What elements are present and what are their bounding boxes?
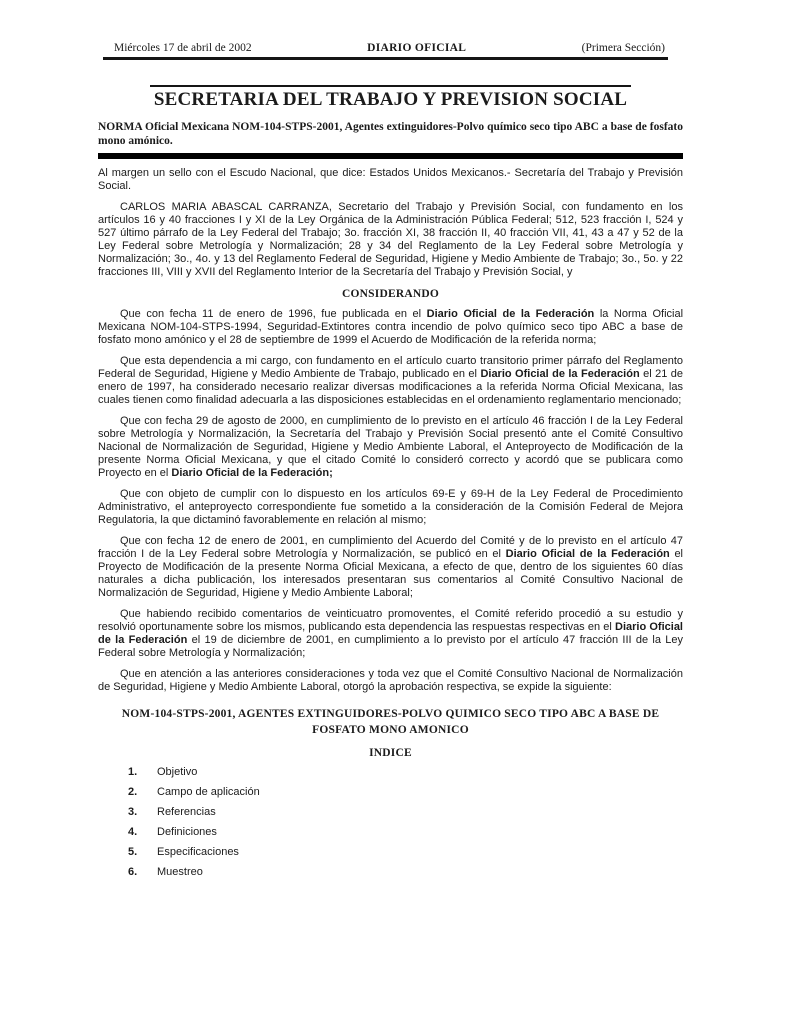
indice-item-label: Objetivo bbox=[157, 766, 198, 778]
considerando-paragraph: Que con fecha 29 de agosto de 2000, en cumplimiento de lo previsto en el artículo 46 fracción I de la Ley Federal sobre Metrología y Normalización, la Secretaría del Trabajo y Previsión Social presentó ante el Comité Consultivo Nacional de Normalización de Seguridad, Higiene y Medio Ambiente Laboral, el Anteproyecto de Modificación de la presente Norma Oficial Mexicana, y que el citado Comité lo consideró correcto y acordó que se publicara como Proyecto en el Diario Oficial de la Federación; bbox=[98, 415, 683, 479]
considerando-paragraph: Que con fecha 12 de enero de 2001, en cumplimiento del Acuerdo del Comité y de lo previsto en el artículo 47 fracción I de la Ley Federal sobre Metrología y Normalización, se publicó en el Diario Oficial de la Federación el Proyecto de Modificación de la presente Norma Oficial Mexicana, a efecto de que, dentro de los siguientes 60 días naturales a dicha publicación, los interesados presentaran sus comentarios al Comité Consultivo Nacional de Normalización de Seguridad, Higiene y Medio Ambiente Laboral; bbox=[98, 535, 684, 599]
divider-bar bbox=[98, 153, 683, 159]
indice-item-number: 3. bbox=[128, 806, 138, 818]
header-section-label: (Primera Sección) bbox=[581, 42, 665, 54]
header-publication-title: DIARIO OFICIAL bbox=[367, 42, 467, 54]
indice-item bbox=[98, 846, 683, 859]
indice-item-number: 6. bbox=[128, 866, 138, 878]
secretaria-title-block bbox=[98, 85, 683, 111]
nom-title-line1: NOM-104-STPS-2001, AGENTES EXTINGUIDORES-POLVO QUIMICO SECO TIPO ABC A BASE DE bbox=[121, 708, 660, 720]
indice-item-label: Definiciones bbox=[157, 826, 217, 838]
indice-item-number: 4. bbox=[128, 826, 138, 838]
header-date: Miércoles 17 de abril de 2002 bbox=[114, 42, 252, 54]
considerando-paragraph: Que en atención a las anteriores consideraciones y toda vez que el Comité Consultivo Nacional de Normalización de Seguridad, Higiene y Medio Ambiente Laboral, otorgó la aprobación respectiva, se expide la siguiente: bbox=[98, 668, 683, 693]
page-header bbox=[98, 42, 683, 54]
considerando-paragraph: Que habiendo recibido comentarios de veinticuatro promoventes, el Comité referido procedió a su estudio y resolvió oportunamente sobre los mismos, publicando esta dependencia las respuestas respectivas en el Diario Oficial de la Federación el 19 de diciembre de 2001, en cumplimiento a lo previsto por el artículo 47 fracción III de la Ley Federal sobre Metrología y Normalización; bbox=[98, 608, 683, 659]
indice-item-number: 5. bbox=[128, 846, 138, 858]
indice-item-number: 2. bbox=[128, 786, 138, 798]
indice-item-label: Referencias bbox=[157, 806, 216, 818]
nom-title-line2: FOSFATO MONO AMONICO bbox=[312, 724, 469, 736]
indice-item bbox=[98, 826, 683, 839]
indice-item bbox=[98, 766, 683, 779]
considerando-paragraph: Que con fecha 11 de enero de 1996, fue publicada en el Diario Oficial de la Federación la Norma Oficial Mexicana NOM-104-STPS-1994, Seguridad-Extintores contra incendio de polvo químico seco tipo ABC a base de fosfato mono amónico y el 28 de septiembre de 1999 el Acuerdo de Modificación de la referida norma; bbox=[98, 308, 684, 346]
indice-item bbox=[98, 806, 683, 819]
secretaria-title: SECRETARIA DEL TRABAJO Y PREVISION SOCIAL bbox=[150, 85, 631, 111]
considerando-paragraph: Que esta dependencia a mi cargo, con fundamento en el artículo cuarto transitorio primer párrafo del Reglamento Federal de Seguridad, Higiene y Medio Ambiente de Trabajo, publicado en el Diario Oficial de la Federación el 21 de enero de 1997, ha considerado necesario realizar diversas modificaciones a la referida Norma Oficial Mexicana, las cuales tienen como finalidad adecuarla a las disposiciones establecidas en el ordenamiento reglamentario mencionado; bbox=[98, 355, 684, 406]
indice-heading: INDICE bbox=[369, 747, 412, 759]
indice-item bbox=[98, 866, 683, 879]
indice-item-label: Muestreo bbox=[157, 866, 203, 878]
paragraph-intro: CARLOS MARIA ABASCAL CARRANZA, Secretario del Trabajo y Previsión Social, con fundamento en los artículos 16 y 40 fracciones I y XI de la Ley Orgánica de la Administración Pública Federal; 512, 523 fracción I, 524 y 527 último párrafo de la Ley Federal del Trabajo; 3o. fracción XI, 38 fracción II, 40 fracción VII, 41, 43 a 47 y 52 de la Ley Federal sobre Metrología y Normalización; 28 y 34 del Reglamento de la Ley Federal sobre Metrología y Normalización; 3o., 4o. y 13 del Reglamento Federal de Seguridad, Higiene y Medio Ambiente de Trabajo; 3o., 5o. y 22 fracciones III, VIII y XVII del Reglamento Interior de la Secretaría del Trabajo y Previsión Social, y bbox=[98, 201, 683, 278]
indice-item-label: Especificaciones bbox=[157, 846, 239, 858]
considerando-heading: CONSIDERANDO bbox=[342, 288, 439, 300]
indice-list bbox=[98, 766, 683, 879]
indice-item-number: 1. bbox=[128, 766, 138, 778]
indice-item bbox=[98, 786, 683, 799]
norma-heading: NORMA Oficial Mexicana NOM-104-STPS-2001, Agentes extinguidores-Polvo químico seco tipo ABC a base de fosfato mono amónico. bbox=[98, 121, 683, 147]
indice-item-label: Campo de aplicación bbox=[157, 786, 260, 798]
nom-title bbox=[98, 706, 683, 738]
considerando-paragraph: Que con objeto de cumplir con lo dispuesto en los artículos 69-E y 69-H de la Ley Federal de Procedimiento Administrativo, el anteproyecto correspondiente fue sometido a la consideración de la Comisión Federal de Mejora Regulatoria, la que dictaminó favorablemente en relación al mismo; bbox=[98, 488, 683, 526]
header-double-rule bbox=[103, 57, 668, 60]
paragraph-al-margen: Al margen un sello con el Escudo Nacional, que dice: Estados Unidos Mexicanos.- Secretaría del Trabajo y Previsión Social. bbox=[98, 167, 683, 192]
